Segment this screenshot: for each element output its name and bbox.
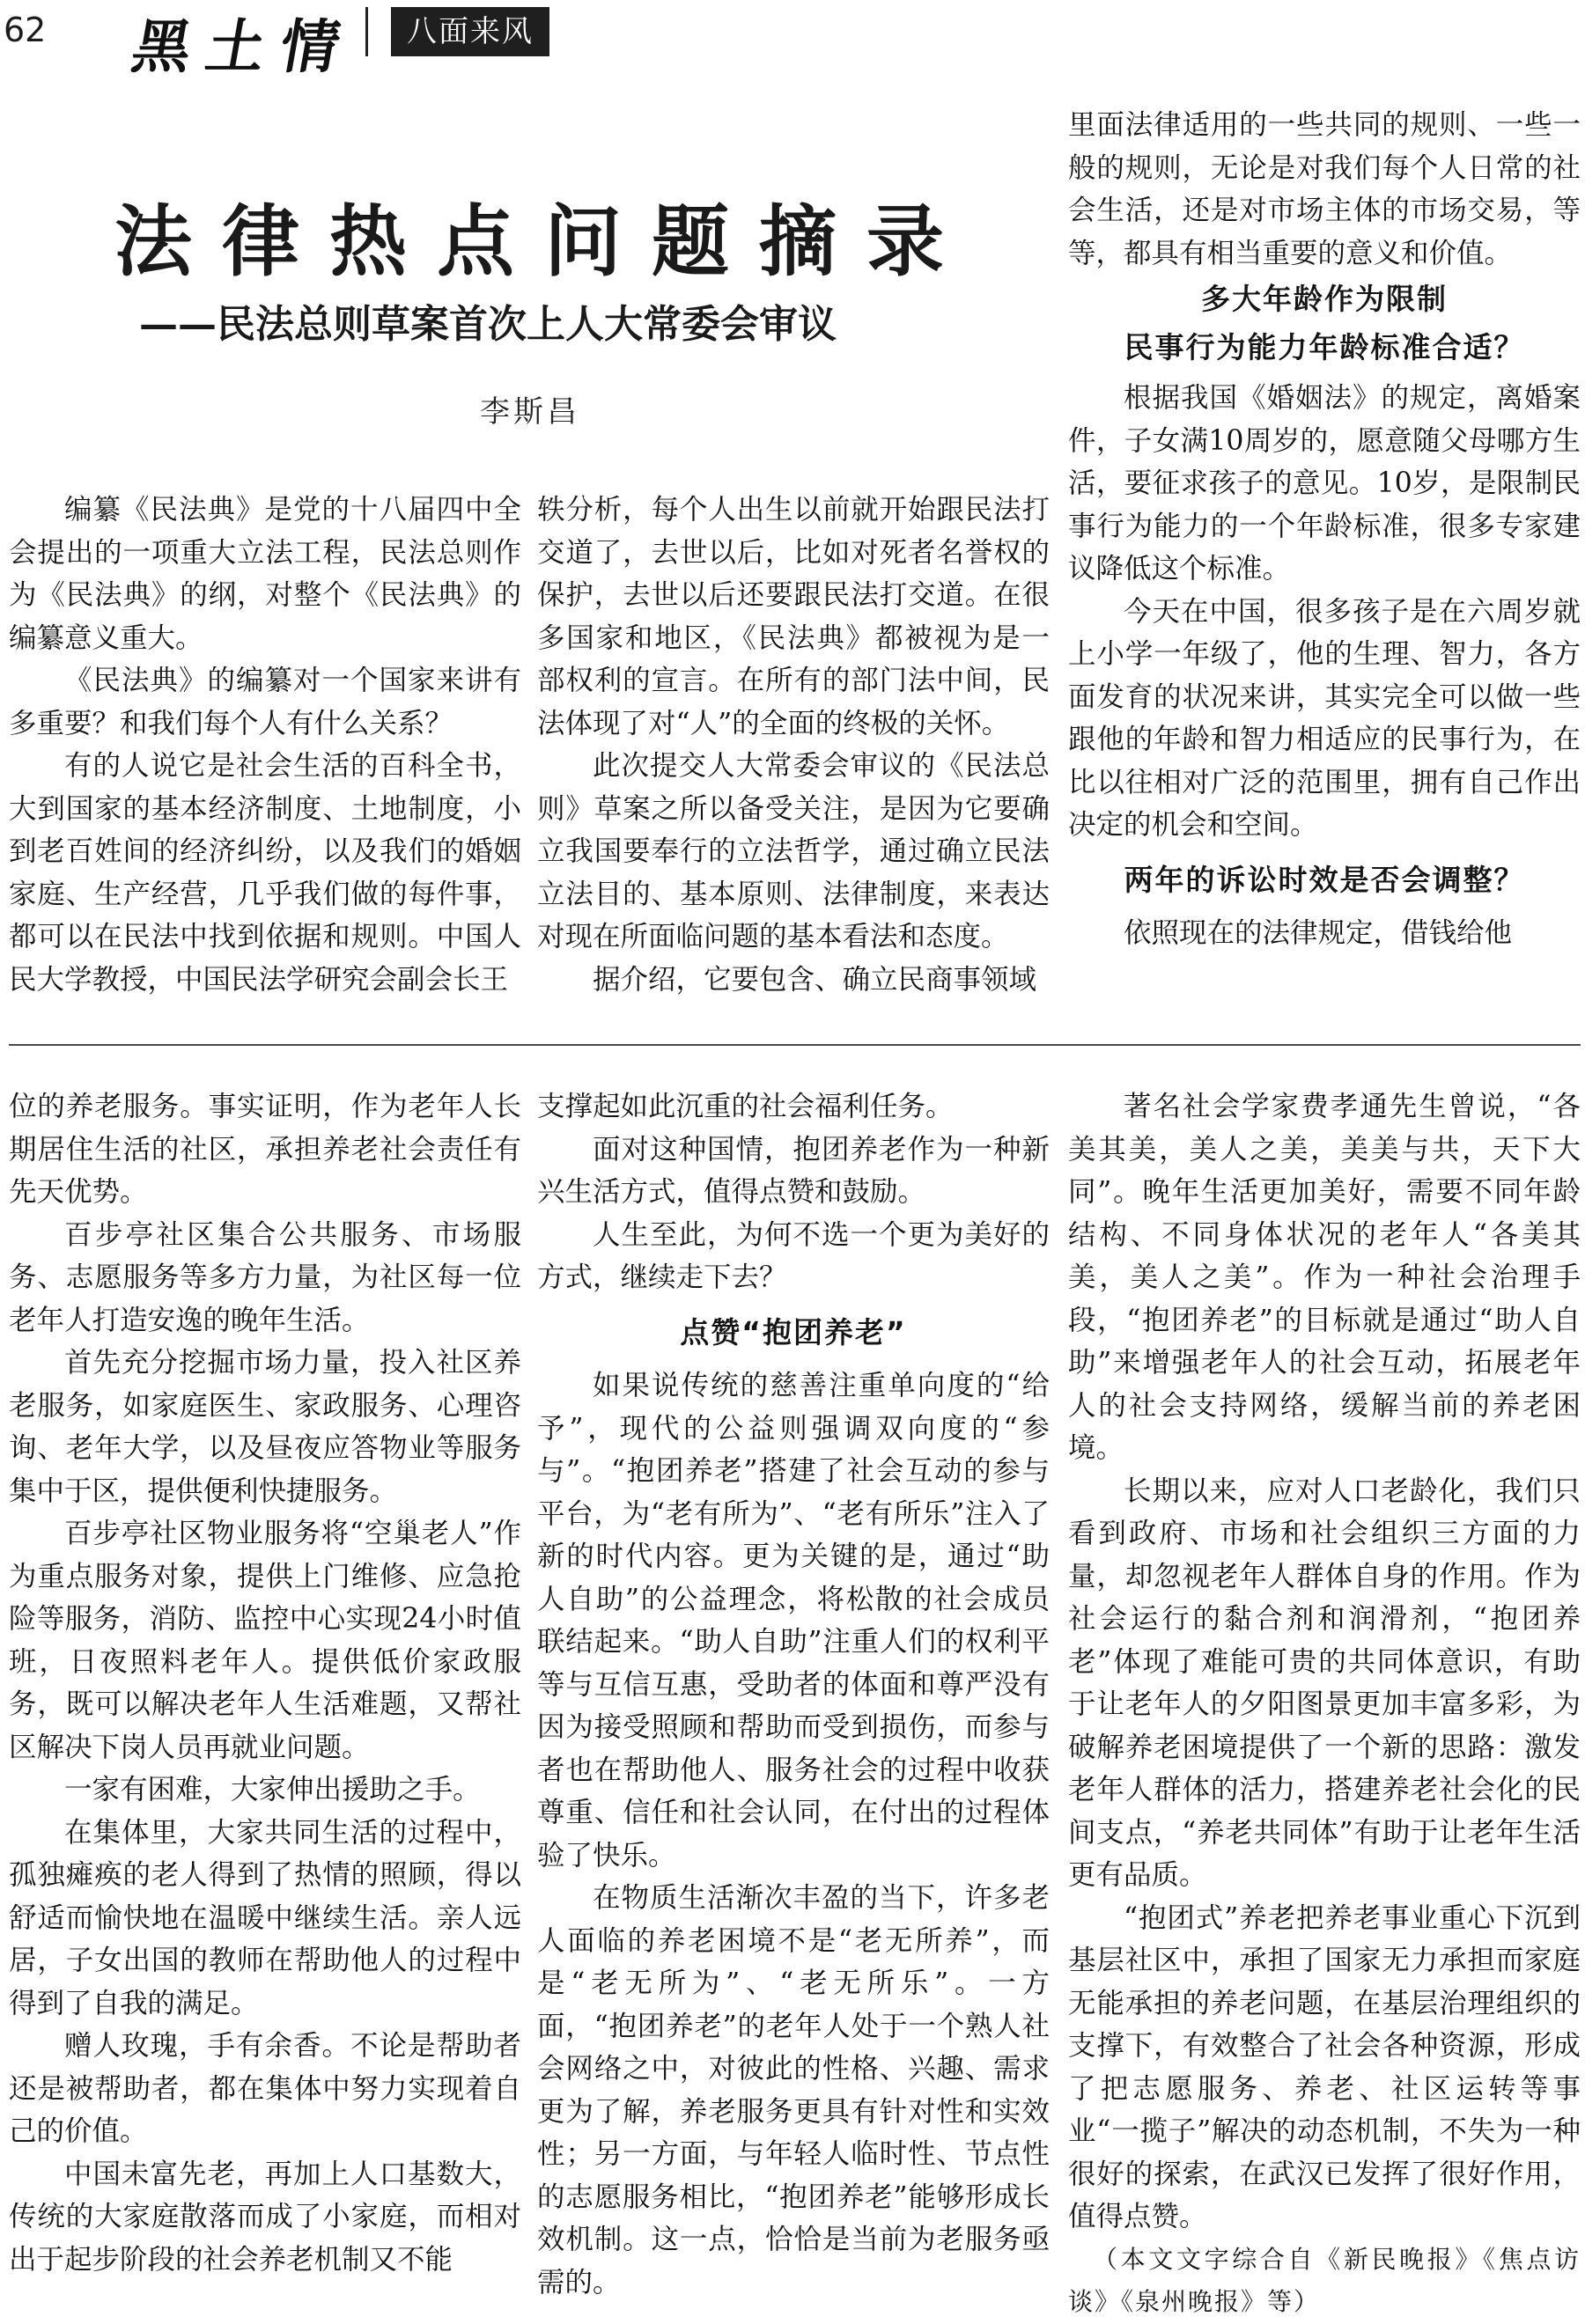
article-title: 法律热点问题摘录 — [114, 196, 975, 287]
heading-line-1: 多大年龄作为限制 — [1201, 282, 1448, 316]
paragraph: 如果说传统的慈善注重单向度的“给予”，现代的公益则强调双向度的“参与”。“抱团养老”搭建了社会互动的参与平台，为“老有所为”、“老有所乐”注入了新的时代内容。更为关键的是，通过“助人自助”的公益理念，将松散的社会成员联结起来。“助人自助”注重人们的权利平等与互信互惠，受助者的体面和尊严没有因为接受照顾和帮助而受到损伤，而参与者也在帮助他人、服务社会的过程中收获尊重、信任和社会认同，在付出的过程体验了快乐。 — [537, 1370, 1050, 1872]
paragraph: 依照现在的法律规定，借钱给他 — [1124, 917, 1513, 949]
paragraph: 在物质生活渐次丰盈的当下，许多老人面临的养老困境不是“老无所养”，而是“老无所为”、“老无所乐”。一方面，“抱团养老”的老年人处于一个熟人社会网络之中，对彼此的性格、兴趣、需求更为了解，养老服务更具有针对性和实效性；另一方面，与年轻人临时性、节点性的志愿服务相比，“抱团养老”能够形成长效机制。这一点，恰恰是当前为老服务亟需的。 — [537, 1882, 1050, 2298]
page-number: 62 — [4, 11, 47, 49]
lower-column-1 — [9, 1085, 521, 2281]
paragraph: 今天在中国，很多孩子是在六周岁就上小学一年级了，他的生理、智力，各方面发育的状况来讲，其实完全可以做一些跟他的年龄和智力相适应的民事行为，在比以往相对广泛的范围里，拥有自己作出决定的机会和空间。 — [1068, 595, 1581, 841]
magazine-logo: 黑土情 — [127, 12, 361, 81]
paragraph: 一家有困难，大家伸出援助之手。 — [64, 1774, 481, 1806]
source-credit: （本文文字综合自《新民晚报》《焦点访谈》《泉州晚报》等） — [1068, 2244, 1581, 2316]
heading-line-2: 民事行为能力年龄标准合适？ — [1124, 330, 1525, 364]
paragraph: 有的人说它是社会生活的百科全书，大到国家的基本经济制度、土地制度，小到老百姓间的经济纠纷，以及我们的婚姻家庭、生产经营，几乎我们做的每件事，都可以在民法中找到依据和规则。中国人民大学教授，中国民法学研究会副会长王 — [9, 750, 521, 996]
paragraph: 轶分析，每个人出生以前就开始跟民法打交道了，去世以后，比如对死者名誉权的保护，去世以后还要跟民法打交道。在很多国家和地区，《民法典》都被视为是一部权利的宣言。在所有的部门法中间，民法体现了对“人”的全面的终极的关怀。 — [537, 494, 1050, 739]
paragraph: 面对这种国情，抱团养老作为一种新兴生活方式，值得点赞和鼓励。 — [537, 1133, 1050, 1208]
paragraph: 位的养老服务。事实证明，作为老年人长期居住生活的社区，承担养老社会责任有先天优势。 — [9, 1091, 521, 1208]
paragraph: 里面法律适用的一些共同的规则、一些一般的规则，无论是对我们每个人日常的社会生活，还是对市场主体的市场交易，等等，都具有相当重要的意义和价值。 — [1068, 109, 1581, 269]
paragraph: 赠人玫瑰，手有余香。不论是帮助者还是被帮助者，都在集体中努力实现着自己的价值。 — [9, 2030, 521, 2147]
article-column-1 — [9, 489, 521, 1001]
paragraph: 《民法典》的编纂对一个国家来讲有多重要？和我们每个人有什么关系？ — [9, 665, 521, 739]
section-divider — [9, 1044, 1581, 1046]
paragraph: 著名社会学家费孝通先生曾说，“各美其美，美人之美，美美与共，天下大同”。晚年生活更加美好，需要不同年龄结构、不同身体状况的老年人“各美其美，美人之美”。作为一种社会治理手段，“抱团养老”的目标就是通过“助人自助”来增强老年人的社会互动，拓展老年人的社会支持网络，缓解当前的养老困境。 — [1068, 1091, 1581, 1464]
section-heading — [1068, 275, 1581, 371]
paragraph: “抱团式”养老把养老事业重心下沉到基层社区中，承担了国家无力承担而家庭无能承担的养老问题，在基层治理组织的支撑下，有效整合了社会各种资源，形成了把志愿服务、养老、社区运转等事业“一揽子”解决的动态机制，不失为一种很好的探索，在武汉已发挥了很好作用，值得点赞。 — [1068, 1901, 1581, 2232]
header-divider — [365, 7, 368, 56]
article-subtitle: ——民法总则草案首次上人大常委会审议 — [139, 302, 837, 347]
section-label: 八面来风 — [391, 7, 549, 56]
paragraph: 支撑起如此沉重的社会福利任务。 — [537, 1091, 954, 1122]
section-heading: 点赞“抱团养老” — [680, 1314, 907, 1350]
lower-column-3 — [1068, 1085, 1581, 2324]
paragraph: 百步亭社区集合公共服务、市场服务、志愿服务等多方力量，为社区每一位老年人打造安逸的晚年生活。 — [9, 1218, 521, 1336]
paragraph: 在集体里，大家共同生活的过程中，孤独瘫痪的老人得到了热情的照顾，得以舒适而愉快地在温暖中继续生活。亲人远居，子女出国的教师在帮助他人的过程中得到了自我的满足。 — [9, 1816, 521, 2019]
paragraph: 此次提交人大常委会审议的《民法总则》草案之所以备受关注，是因为它要确立我国要奉行的立法哲学，通过确立民法立法目的、基本原则、法律制度，来表达对现在所面临问题的基本看法和态度。 — [537, 750, 1050, 952]
paragraph: 编纂《民法典》是党的十八届四中全会提出的一项重大立法工程，民法总则作为《民法典》的纲，对整个《民法典》的编纂意义重大。 — [9, 494, 521, 654]
paragraph: 根据我国《婚姻法》的规定，离婚案件，子女满10周岁的，愿意随父母哪方生活，要征求孩子的意见。10岁，是限制民事行为能力的一个年龄标准，很多专家建议降低这个标准。 — [1068, 382, 1581, 585]
paragraph: 据介绍，它要包含、确立民商事领域 — [593, 963, 1037, 996]
article-author: 李斯昌 — [480, 394, 580, 430]
paragraph: 人生至此，为何不选一个更为美好的方式，继续走下去？ — [537, 1218, 1050, 1293]
article-column-3 — [1068, 104, 1581, 955]
section-heading: 两年的诉讼时效是否会调整？ — [1124, 862, 1525, 897]
lower-column-2 — [537, 1085, 1050, 2304]
paragraph: 百步亭社区物业服务将“空巢老人”作为重点服务对象，提供上门维修、应急抢险等服务，消防、监控中心实现24小时值班，日夜照料老年人。提供低价家政服务，既可以解决老年人生活难题，又帮社区解决下岗人员再就业问题。 — [9, 1518, 521, 1763]
article-column-2 — [537, 489, 1050, 1001]
paragraph: 中国未富先老，再加上人口基数大，传统的大家庭散落而成了小家庭，而相对出于起步阶段的社会养老机制又不能 — [9, 2158, 521, 2276]
paragraph: 长期以来，应对人口老龄化，我们只看到政府、市场和社会组织三方面的力量，却忽视老年人群体自身的作用。作为社会运行的黏合剂和润滑剂，“抱团养老”体现了难能可贵的共同体意识，有助于让老年人的夕阳图景更加丰富多彩，为破解养老困境提供了一个新的思路：激发老年人群体的活力，搭建养老社会化的民间支点，“养老共同体”有助于让老年生活更有品质。 — [1068, 1475, 1581, 1891]
paragraph: 首先充分挖掘市场力量，投入社区养老服务，如家庭医生、家政服务、心理咨询、老年大学，以及昼夜应答物业等服务集中于区，提供便利快捷服务。 — [9, 1347, 521, 1507]
